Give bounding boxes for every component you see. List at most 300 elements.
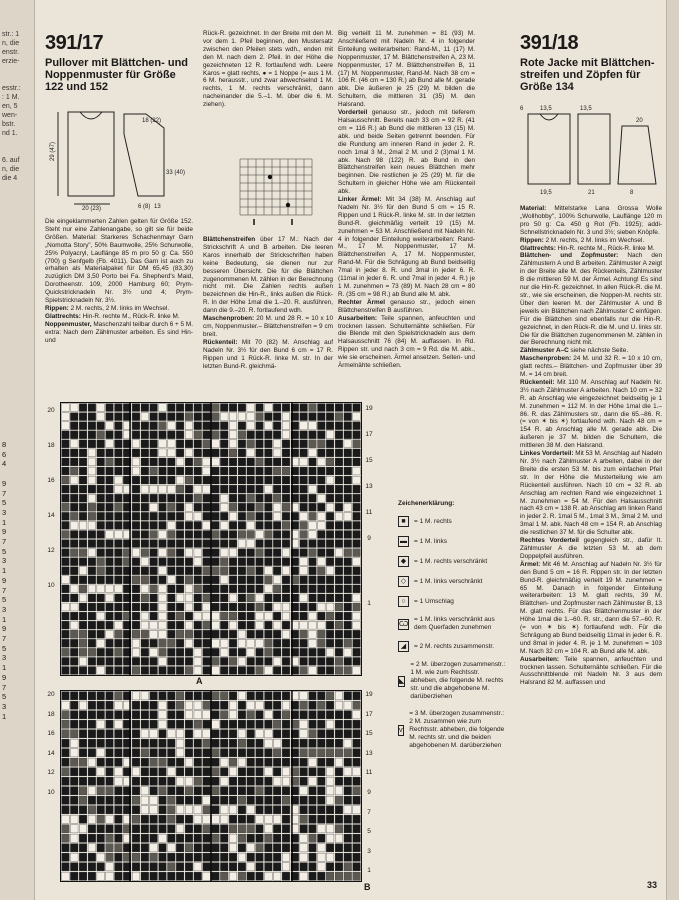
chart-stitch-cell [256, 503, 264, 511]
chart-stitch-cell [273, 630, 281, 638]
chart-stitch-cell [229, 576, 237, 584]
chart-stitch-cell [106, 422, 114, 430]
chart-stitch-cell [335, 449, 343, 457]
chart-stitch-cell [317, 576, 325, 584]
chart-stitch-cell [159, 503, 167, 511]
chart-stitch-cell [273, 768, 281, 776]
chart-stitch-cell [353, 621, 361, 629]
chart-stitch-cell [132, 485, 140, 493]
chart-stitch-cell [229, 657, 237, 665]
chart-stitch-cell [106, 431, 114, 439]
chart-stitch-cell [167, 692, 175, 700]
chart-stitch-cell [344, 576, 352, 584]
chart-stitch-cell [70, 431, 78, 439]
chart-stitch-cell [317, 531, 325, 539]
legend-item [398, 516, 508, 527]
chart-stitch-cell [115, 540, 123, 548]
chart-stitch-cell [106, 692, 114, 700]
chart-stitch-cell [159, 758, 167, 766]
chart-stitch-cell [194, 815, 202, 823]
chart-stitch-cell [70, 576, 78, 584]
chart-stitch-cell [141, 449, 149, 457]
chart-stitch-cell [79, 630, 87, 638]
chart-row-number: 19 [365, 691, 373, 698]
chart-stitch-cell [106, 449, 114, 457]
chart-stitch-cell [335, 648, 343, 656]
chart-stitch-cell [309, 576, 317, 584]
chart-stitch-cell [115, 558, 123, 566]
chart-stitch-cell [344, 612, 352, 620]
chart-stitch-cell [220, 692, 228, 700]
chart-row-number: 11 [365, 509, 373, 516]
chart-stitch-cell [106, 558, 114, 566]
chart-stitch-cell [212, 612, 220, 620]
chart-stitch-cell [247, 863, 255, 871]
chart-stitch-cell [212, 768, 220, 776]
chart-stitch-cell [247, 667, 255, 675]
chart-stitch-cell [335, 621, 343, 629]
chart-stitch-cell [273, 612, 281, 620]
chart-stitch-cell [238, 476, 246, 484]
chart-stitch-cell [150, 758, 158, 766]
chart-stitch-cell [97, 863, 105, 871]
chart-stitch-cell [88, 494, 96, 502]
chart-stitch-cell [132, 739, 140, 747]
chart-stitch-cell [256, 872, 264, 880]
chart-stitch-cell [344, 667, 352, 675]
chart-stitch-cell [203, 720, 211, 728]
chart-stitch-cell [273, 404, 281, 412]
chart-stitch-cell [70, 720, 78, 728]
chart-stitch-cell [185, 768, 193, 776]
chart-row-number: 5 [367, 828, 371, 836]
chart-stitch-cell [141, 667, 149, 675]
chart-stitch-cell [282, 815, 290, 823]
chart-stitch-cell [194, 521, 202, 529]
chart-stitch-cell [335, 494, 343, 502]
chart-stitch-cell [335, 768, 343, 776]
chart-stitch-cell [106, 648, 114, 656]
chart-stitch-cell [132, 603, 140, 611]
chart-stitch-cell [229, 422, 237, 430]
chart-stitch-cell [106, 467, 114, 475]
chart-stitch-cell [150, 521, 158, 529]
chart-stitch-cell [326, 467, 334, 475]
chart-stitch-cell [335, 815, 343, 823]
chart-stitch-cell [70, 630, 78, 638]
chart-stitch-cell [282, 796, 290, 804]
chart-stitch-cell [273, 621, 281, 629]
chart-stitch-cell [150, 503, 158, 511]
chart-stitch-cell [344, 853, 352, 861]
chart-stitch-cell [326, 440, 334, 448]
chart-stitch-cell [220, 567, 228, 575]
chart-stitch-cell [326, 749, 334, 757]
chart-stitch-cell [159, 576, 167, 584]
chart-stitch-cell [159, 639, 167, 647]
chart-stitch-cell [62, 549, 70, 557]
chart-stitch-cell [132, 621, 140, 629]
chart-stitch-cell [159, 749, 167, 757]
chart-stitch-cell [265, 711, 273, 719]
chart-stitch-cell [212, 558, 220, 566]
chart-stitch-cell [317, 758, 325, 766]
chart-stitch-cell [132, 521, 140, 529]
instruction-paragraph [520, 205, 662, 237]
instruction-label: Ausarbeiten: [338, 314, 378, 322]
chart-stitch-cell [344, 749, 352, 757]
chart-stitch-cell [247, 815, 255, 823]
chart-stitch-cell [79, 711, 87, 719]
chart-stitch-cell [344, 630, 352, 638]
chart-stitch-cell [62, 739, 70, 747]
chart-stitch-cell [150, 825, 158, 833]
chart-stitch-cell [238, 758, 246, 766]
chart-row-number: 9 [367, 535, 371, 542]
chart-stitch-cell [282, 787, 290, 795]
chart-stitch-cell [326, 431, 334, 439]
pattern-title-right: Rote Jacke mit Blättchen- streifen und Zöpfen für Größe 134 [520, 57, 655, 93]
chart-stitch-cell [79, 585, 87, 593]
chart-stitch-cell [335, 603, 343, 611]
chart-stitch-cell [317, 612, 325, 620]
chart-stitch-cell [317, 711, 325, 719]
chart-stitch-cell [62, 449, 70, 457]
chart-stitch-cell [256, 863, 264, 871]
chart-stitch-cell [326, 531, 334, 539]
chart-stitch-cell [203, 667, 211, 675]
instruction-paragraph [45, 305, 193, 313]
chart-stitch-cell [88, 431, 96, 439]
chart-stitch-cell [309, 422, 317, 430]
chart-stitch-cell [159, 701, 167, 709]
chart-stitch-cell [150, 567, 158, 575]
chart-stitch-cell [194, 667, 202, 675]
chart-stitch-cell [115, 692, 123, 700]
chart-stitch-cell [212, 531, 220, 539]
chart-stitch-cell [88, 657, 96, 665]
chart-row-number [44, 739, 58, 749]
chart-stitch-cell [176, 787, 184, 795]
chart-stitch-cell [309, 494, 317, 502]
chart-stitch-cell [176, 758, 184, 766]
instruction-text: Mit 53 M. Anschlag auf Nadeln Nr. 3½ nach Zählmuster A arbeiten, dabei in der Breite die ersten 53 M. bis zum einfachen Pfeil str. In der Höhe die Musterteilung wie am Rückenteil ausführen. Nach 10 cm = 32 R. ab Anschlag am rechten Rand wie eingezeichnet 1 M. zunehmen = 54 M. Für den Halsausschnitt nach 43 cm = 138 R. ab Anschlag am linken Rand in jeder 2. R. 1mal 5 M., 1mal 3 M., 3mal 2 M. und 3mal 1 M. abk. Nach 48 cm = 154 R. ab Anschlag die restlichen 37 M. für die Schulter abk. [520, 450, 662, 537]
chart-stitch-cell [212, 815, 220, 823]
chart-stitch-cell [167, 853, 175, 861]
chart-stitch-cell [185, 648, 193, 656]
chart-stitch-cell [317, 787, 325, 795]
chart-stitch-cell [203, 777, 211, 785]
chart-stitch-cell [115, 648, 123, 656]
chart-stitch-cell [70, 467, 78, 475]
chart-stitch-cell [220, 863, 228, 871]
chart-stitch-cell [238, 603, 246, 611]
chart-stitch-cell [317, 621, 325, 629]
chart-stitch-cell [344, 594, 352, 602]
chart-stitch-cell [115, 739, 123, 747]
chart-stitch-cell [115, 413, 123, 421]
chart-stitch-cell [176, 612, 184, 620]
chart-stitch-cell [300, 567, 308, 575]
chart-stitch-cell [353, 431, 361, 439]
chart-stitch-cell [115, 749, 123, 757]
chart-row-number: 13 [365, 483, 373, 490]
chart-stitch-cell [229, 806, 237, 814]
chart-stitch-cell [220, 787, 228, 795]
chart-stitch-cell [300, 639, 308, 647]
chart-stitch-cell [273, 701, 281, 709]
chart-stitch-cell [185, 458, 193, 466]
chart-stitch-cell [344, 512, 352, 520]
chart-stitch-cell [97, 692, 105, 700]
chart-stitch-cell [167, 639, 175, 647]
chart-stitch-cell [70, 787, 78, 795]
chart-stitch-cell [238, 494, 246, 502]
chart-stitch-cell [353, 612, 361, 620]
instruction-label: Linkes Vorderteil: [520, 450, 574, 458]
chart-stitch-cell [326, 834, 334, 842]
chart-row-number [362, 467, 376, 480]
chart-stitch-cell [176, 806, 184, 814]
chart-stitch-cell [150, 853, 158, 861]
chart-stitch-cell [203, 630, 211, 638]
legend-symbol: ◇ [398, 576, 409, 587]
stitch-chart-b-grid [61, 691, 361, 881]
chart-stitch-cell [300, 758, 308, 766]
chart-stitch-cell [185, 485, 193, 493]
chart-stitch-cell [88, 844, 96, 852]
chart-stitch-cell [185, 657, 193, 665]
chart-stitch-cell [335, 834, 343, 842]
chart-stitch-cell [300, 603, 308, 611]
chart-stitch-cell [238, 872, 246, 880]
chart-stitch-cell [247, 701, 255, 709]
chart-stitch-cell [326, 413, 334, 421]
chart-stitch-cell [353, 844, 361, 852]
chart-stitch-cell [176, 657, 184, 665]
chart-stitch-cell [229, 612, 237, 620]
chart-stitch-cell [88, 815, 96, 823]
chart-stitch-cell [212, 540, 220, 548]
chart-stitch-cell [88, 485, 96, 493]
chart-stitch-cell [335, 594, 343, 602]
chart-stitch-cell [256, 540, 264, 548]
stitch-chart-b [60, 690, 362, 882]
chart-stitch-cell [247, 730, 255, 738]
chart-stitch-cell [185, 630, 193, 638]
chart-stitch-cell [176, 863, 184, 871]
chart-stitch-cell [282, 692, 290, 700]
chart-stitch-cell [265, 834, 273, 842]
chart-stitch-cell [150, 494, 158, 502]
chart-stitch-cell [353, 540, 361, 548]
chart-stitch-cell [88, 404, 96, 412]
chart-stitch-cell [247, 639, 255, 647]
chart-stitch-cell [115, 667, 123, 675]
chart-stitch-cell [212, 648, 220, 656]
chart-stitch-cell [150, 404, 158, 412]
chart-stitch-cell [282, 476, 290, 484]
chart-stitch-cell [97, 512, 105, 520]
spine-row-number: 7 [2, 585, 7, 595]
chart-stitch-cell [212, 657, 220, 665]
instruction-label: Rechter Ärmel [338, 298, 386, 306]
chart-row-number: 18 [47, 710, 55, 718]
jacket-dim-1: 6 [520, 106, 524, 112]
chart-stitch-cell [256, 720, 264, 728]
chart-stitch-cell [229, 692, 237, 700]
chart-stitch-cell [167, 494, 175, 502]
chart-stitch-cell [282, 422, 290, 430]
chart-stitch-cell [132, 711, 140, 719]
chart-stitch-cell [141, 603, 149, 611]
chart-stitch-cell [194, 485, 202, 493]
chart-stitch-cell [167, 585, 175, 593]
chart-stitch-cell [335, 404, 343, 412]
chart-stitch-cell [300, 806, 308, 814]
chart-stitch-cell [167, 667, 175, 675]
chart-stitch-cell [326, 630, 334, 638]
chart-stitch-cell [185, 825, 193, 833]
chart-stitch-cell [220, 806, 228, 814]
chart-stitch-cell [212, 758, 220, 766]
chart-stitch-cell [335, 657, 343, 665]
chart-stitch-cell [167, 594, 175, 602]
chart-stitch-cell [185, 621, 193, 629]
chart-stitch-cell [247, 630, 255, 638]
chart-stitch-cell [141, 806, 149, 814]
chart-stitch-cell [97, 521, 105, 529]
chart-stitch-cell [159, 458, 167, 466]
chart-stitch-cell [229, 458, 237, 466]
chart-stitch-cell [167, 612, 175, 620]
chart-row-number [44, 817, 58, 827]
chart-stitch-cell [203, 739, 211, 747]
chart-stitch-cell [167, 549, 175, 557]
chart-stitch-cell [247, 567, 255, 575]
chart-stitch-cell [335, 540, 343, 548]
chart-stitch-cell [115, 720, 123, 728]
chart-stitch-cell [141, 630, 149, 638]
chart-stitch-cell [309, 512, 317, 520]
chart-stitch-cell [229, 711, 237, 719]
chart-stitch-cell [238, 531, 246, 539]
chart-stitch-cell [97, 872, 105, 880]
chart-stitch-cell [273, 667, 281, 675]
chart-stitch-cell [79, 777, 87, 785]
chart-row-number [44, 798, 58, 808]
chart-stitch-cell [194, 711, 202, 719]
chart-stitch-cell [88, 630, 96, 638]
chart-stitch-cell [132, 630, 140, 638]
chart-stitch-cell [335, 720, 343, 728]
chart-stitch-cell [300, 621, 308, 629]
chart-stitch-cell [309, 404, 317, 412]
chart-stitch-cell [185, 701, 193, 709]
chart-stitch-cell [176, 749, 184, 757]
chart-stitch-cell [167, 730, 175, 738]
chart-stitch-cell [194, 585, 202, 593]
chart-stitch-cell [185, 422, 193, 430]
chart-stitch-cell [176, 692, 184, 700]
chart-stitch-cell [159, 787, 167, 795]
chart-stitch-cell [353, 777, 361, 785]
chart-stitch-cell [220, 594, 228, 602]
chart-stitch-cell [185, 667, 193, 675]
chart-stitch-cell [150, 603, 158, 611]
instruction-label: Linker Ärmel: [338, 196, 382, 204]
legend-symbol: ▬ [400, 538, 407, 545]
chart-stitch-cell [317, 667, 325, 675]
chart-stitch-cell [88, 567, 96, 575]
chart-stitch-cell [220, 494, 228, 502]
chart-stitch-cell [238, 639, 246, 647]
chart-stitch-cell [167, 711, 175, 719]
chart-stitch-cell [185, 576, 193, 584]
chart-stitch-cell [212, 730, 220, 738]
chart-stitch-cell [159, 521, 167, 529]
chart-stitch-cell [141, 796, 149, 804]
chart-stitch-cell [150, 720, 158, 728]
chart-stitch-cell [132, 440, 140, 448]
chart-stitch-cell [185, 863, 193, 871]
chart-stitch-cell [141, 531, 149, 539]
chart-stitch-cell [167, 872, 175, 880]
chart-stitch-cell [344, 585, 352, 593]
chart-stitch-cell [203, 440, 211, 448]
chart-stitch-cell [132, 413, 140, 421]
chart-stitch-cell [159, 739, 167, 747]
chart-stitch-cell [309, 594, 317, 602]
chart-stitch-cell [309, 758, 317, 766]
chart-stitch-cell [62, 768, 70, 776]
chart-stitch-cell [265, 863, 273, 871]
chart-stitch-cell [212, 872, 220, 880]
chart-stitch-cell [159, 796, 167, 804]
chart-stitch-cell [344, 431, 352, 439]
chart-stitch-cell [203, 768, 211, 776]
chart-stitch-cell [203, 422, 211, 430]
chart-stitch-cell [132, 494, 140, 502]
legend-item [398, 641, 508, 652]
chart-stitch-cell [344, 458, 352, 466]
chart-stitch-cell [62, 413, 70, 421]
chart-stitch-cell [132, 540, 140, 548]
legend-symbol: ◆ [398, 556, 409, 567]
chart-stitch-cell [212, 711, 220, 719]
chart-stitch-cell [229, 549, 237, 557]
chart-stitch-cell [115, 758, 123, 766]
chart-stitch-cell [132, 503, 140, 511]
chart-stitch-cell [326, 458, 334, 466]
chart-stitch-cell [212, 844, 220, 852]
pattern-title-left: Pullover mit Blättchen- und Noppenmuster für Größe 122 und 152 [45, 57, 189, 93]
chart-stitch-cell [300, 422, 308, 430]
chart-stitch-cell [176, 739, 184, 747]
chart-stitch-cell [70, 503, 78, 511]
chart-stitch-cell [317, 512, 325, 520]
chart-stitch-cell [282, 512, 290, 520]
chart-stitch-cell [282, 567, 290, 575]
chart-stitch-cell [79, 768, 87, 776]
chart-stitch-cell [212, 485, 220, 493]
chart-stitch-cell [238, 576, 246, 584]
chart-stitch-cell [167, 630, 175, 638]
chart-stitch-cell [282, 503, 290, 511]
chart-stitch-cell [238, 440, 246, 448]
chart-stitch-cell [203, 806, 211, 814]
chart-stitch-cell [247, 521, 255, 529]
